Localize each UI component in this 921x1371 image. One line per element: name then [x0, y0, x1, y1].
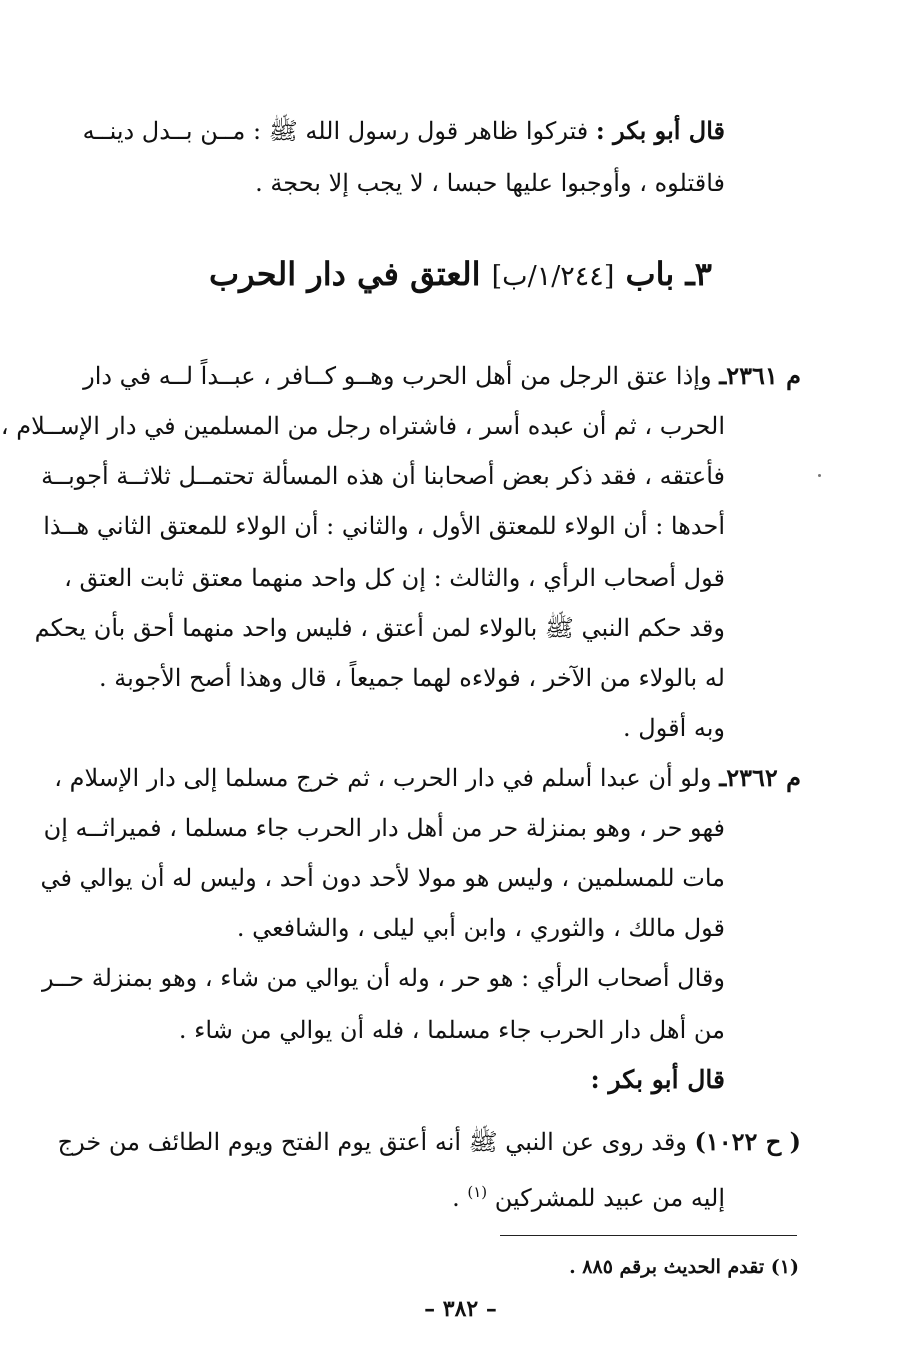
entry-2361-line: له بالولاء من الآخر ، فولاءه لهما جميعاً ، قال وهذا أصح الأجوبة . — [99, 664, 725, 692]
chapter-folio-ref: [١/٢٤٤/ب] — [491, 261, 615, 292]
hadith-first-line — [58, 1126, 801, 1158]
page-number: – ٣٨٢ – — [424, 1296, 497, 1322]
entry-2362-first-line — [54, 762, 801, 794]
entry-2361-line: فأعتقه ، فقد ذكر بعض أصحابنا أن هذه المسألة تحتمــل ثلاثــة أجوبــة — [41, 462, 725, 490]
entry-2362-line: مات للمسلمين ، وليس هو مولا لأحد دون أحد ، وليس له أن يوالي في — [40, 864, 725, 892]
hadith-text-2: إليه من عبيد للمشركين — [494, 1184, 725, 1212]
footnote-mark: (١) — [770, 1256, 799, 1278]
entry-2362-text: ولو أن عبدا أسلم في دار الحرب ، ثم خرج مسلما إلى دار الإسلام ، — [54, 764, 712, 792]
entry-2362-label: م ٢٣٦٢ـ — [719, 763, 801, 792]
intro-speaker: قال أبو بكر : — [595, 116, 725, 145]
entry-2361-line: الحرب ، ثم أن عبده أسر ، فاشتراه رجل من المسلمين في دار الإســلام ، — [0, 412, 725, 440]
footnote-text: تقدم الحديث برقم ٨٨٥ . — [569, 1256, 765, 1278]
footnote — [569, 1253, 799, 1281]
hadith-text: وقد روى عن النبي ﷺ أنه أعتق يوم الفتح ويوم الطائف من خرج — [57, 1128, 687, 1156]
entry-2362-line: وقال أصحاب الرأي : هو حر ، وله أن يوالي من شاء ، وهو بمنزلة حــر — [41, 964, 725, 992]
intro-line-2: فاقتلوه ، وأوجبوا عليها حبسا ، لا يجب إلا بحجة . — [255, 169, 725, 197]
closing-speaker: قال أبو بكر : — [590, 1065, 725, 1094]
entry-2362-line: فهو حر ، وهو بمنزلة حر من أهل دار الحرب جاء مسلما ، فميراثــه إن — [43, 814, 725, 842]
hadith-label: ( ح ١٠٢٢) — [694, 1127, 801, 1156]
footnote-divider — [500, 1235, 797, 1236]
chapter-title: العتق في دار الحرب — [209, 255, 481, 293]
entry-2361-line: وقد حكم النبي ﷺ بالولاء لمن أعتق ، فليس واحد منهما أحق بأن يحكم — [34, 614, 725, 642]
footnote-reference[interactable]: (١) — [467, 1183, 488, 1201]
entry-2361-text: وإذا عتق الرجل من أهل الحرب وهــو كــافر ، عبــداً لــه في دار — [83, 362, 712, 390]
page-speck — [818, 474, 821, 477]
entry-2361-line: أحدها : أن الولاء للمعتق الأول ، والثاني : أن الولاء للمعتق الثاني هــذا — [43, 512, 725, 540]
intro-text-1: فتركوا ظاهر قول رسول الله ﷺ : مــن بــدل دينــه — [82, 117, 589, 145]
intro-line-1 — [83, 115, 725, 147]
entry-2361-label: م ٢٣٦١ـ — [719, 361, 801, 390]
entry-2361-line: وبه أقول . — [623, 714, 725, 742]
hadith-end: . — [452, 1184, 460, 1212]
chapter-number: ٣ـ باب — [625, 255, 712, 293]
entry-2362-line: قول مالك ، والثوري ، وابن أبي ليلى ، والشافعي . — [236, 914, 725, 942]
hadith-second-line — [452, 1176, 725, 1214]
entry-2361-first-line — [83, 360, 801, 392]
entry-2361-line: قول أصحاب الرأي ، والثالث : إن كل واحد منهما معتق ثابت العتق ، — [64, 564, 725, 592]
entry-2362-line: من أهل دار الحرب جاء مسلما ، فله أن يوالي من شاء . — [178, 1016, 725, 1044]
chapter-heading — [0, 252, 921, 299]
